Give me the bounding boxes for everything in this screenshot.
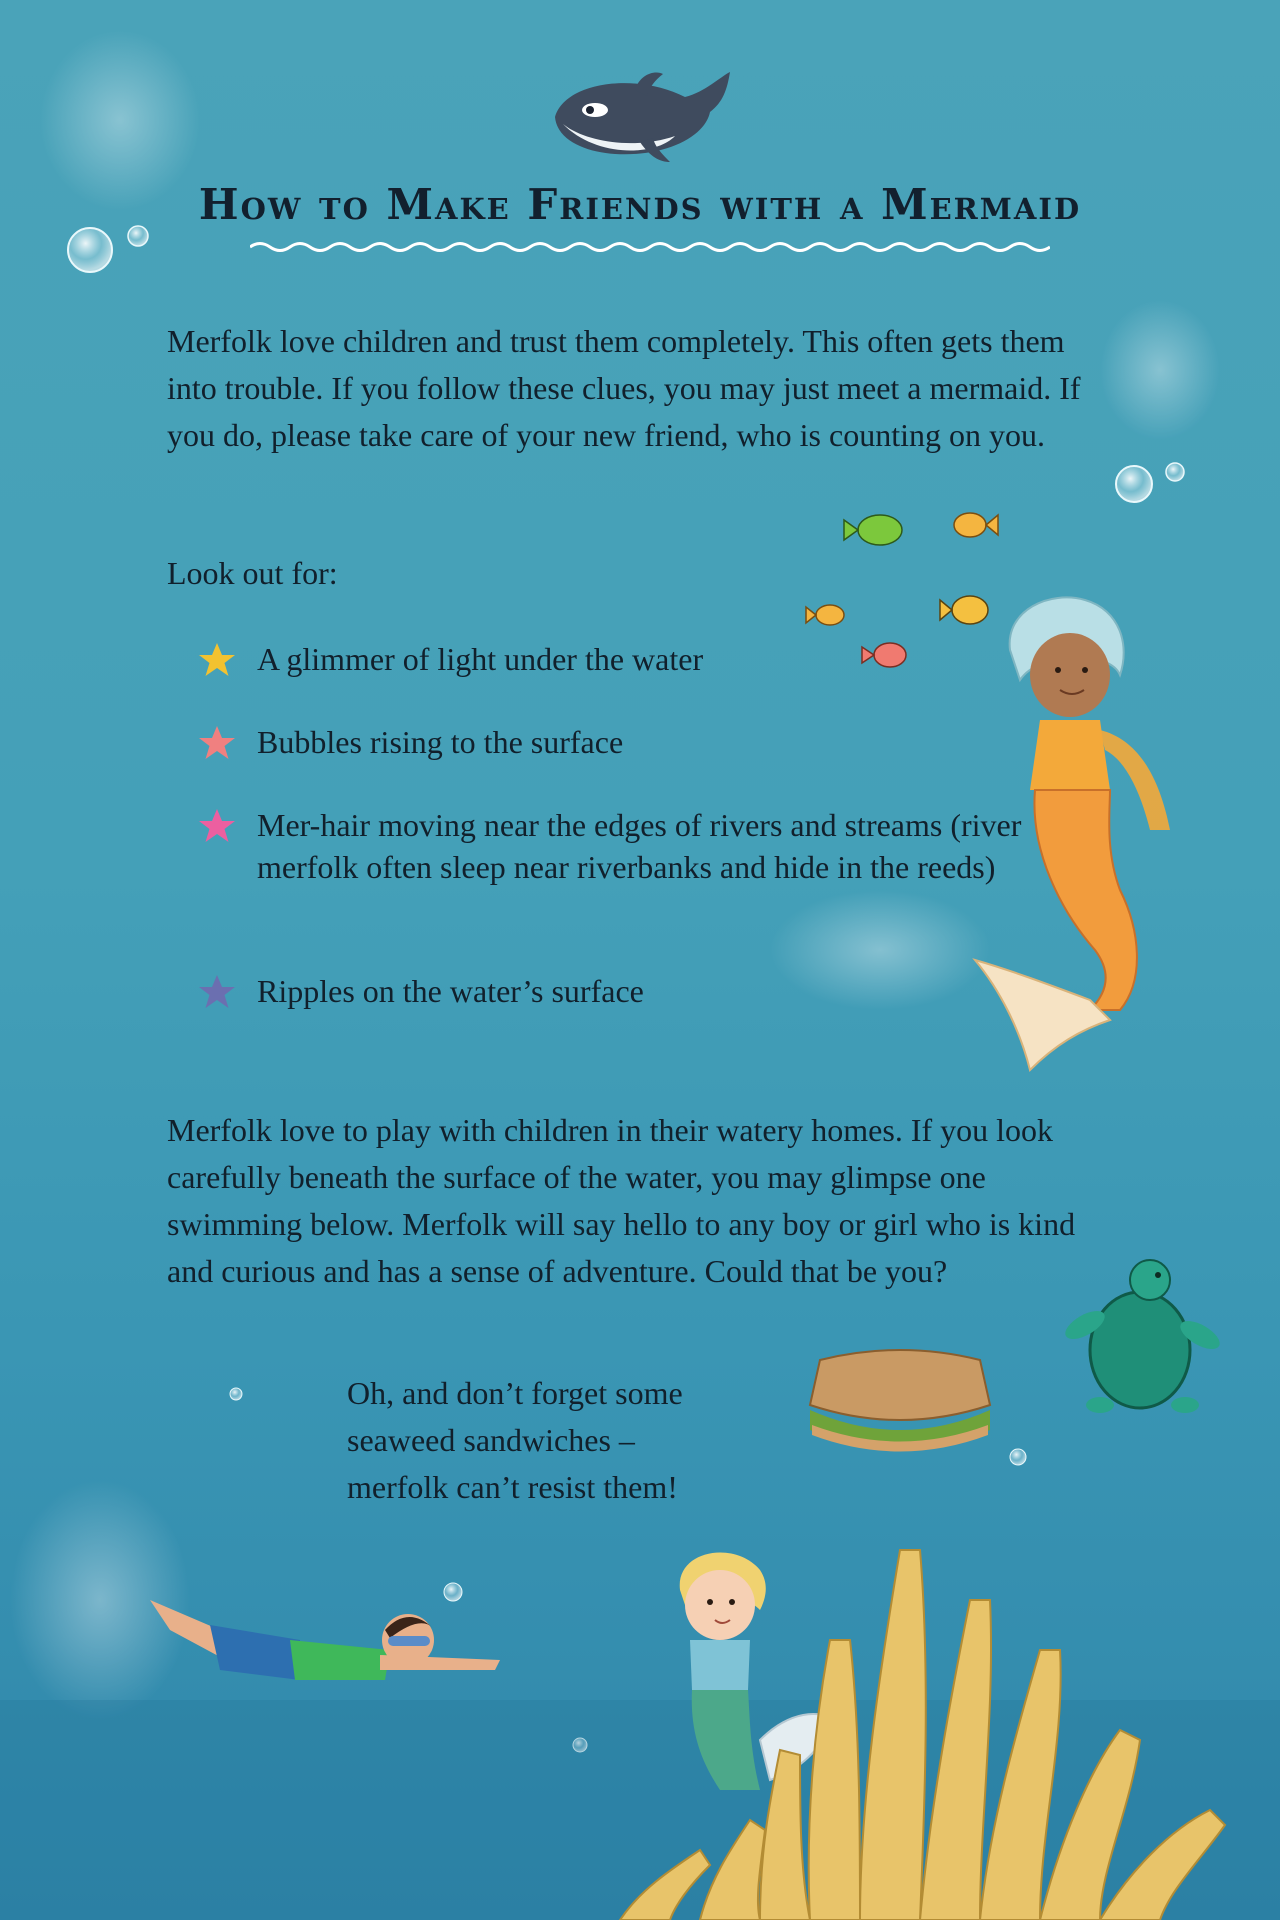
star-icon (197, 806, 237, 846)
merboy-illustration (960, 590, 1240, 1080)
bubble-icon (68, 228, 112, 272)
swimmer-boy-illustration (150, 1570, 510, 1710)
orca-illustration (545, 62, 735, 167)
clue-text: Ripples on the water’s surface (257, 973, 644, 1009)
tip-line: Oh, and don’t forget some (347, 1375, 683, 1411)
coral-illustration (560, 1470, 1280, 1920)
tip-line: merfolk can’t resist them! (347, 1469, 678, 1505)
clue-item (197, 804, 1027, 888)
clue-text: Mer-hair moving near the edges of rivers and streams (river merfolk often sleep near riverbanks and hide in the reeds) (257, 807, 1022, 885)
sandwich-illustration (790, 1340, 1010, 1460)
star-icon (197, 723, 237, 763)
turtle-illustration (1060, 1255, 1220, 1425)
wavy-divider (250, 240, 1050, 254)
clue-text: A glimmer of light under the water (257, 641, 704, 677)
clue-item (197, 721, 1077, 763)
look-out-heading: Look out for: (167, 555, 338, 591)
tip-line: seaweed sandwiches – (347, 1422, 635, 1458)
clue-item (197, 970, 1077, 1012)
clue-text: Bubbles rising to the surface (257, 724, 624, 760)
page-title: How to Make Friends with a Mermaid (198, 180, 1082, 229)
intro-paragraph: Merfolk love children and trust them completely. This often gets them into trouble. If you follow these clues, you may just meet a mermaid. If you do, please take care of your new friend, who is counting on you. (167, 323, 1081, 453)
closing-paragraph: Merfolk love to play with children in their watery homes. If you look carefully beneath the surface of the water, you may glimpse one swimming below. Merfolk will say hello to any boy or girl who is kind and curious and has a sense of adventure. Could that be you? (167, 1112, 1076, 1289)
star-icon (197, 640, 237, 680)
star-icon (197, 972, 237, 1012)
